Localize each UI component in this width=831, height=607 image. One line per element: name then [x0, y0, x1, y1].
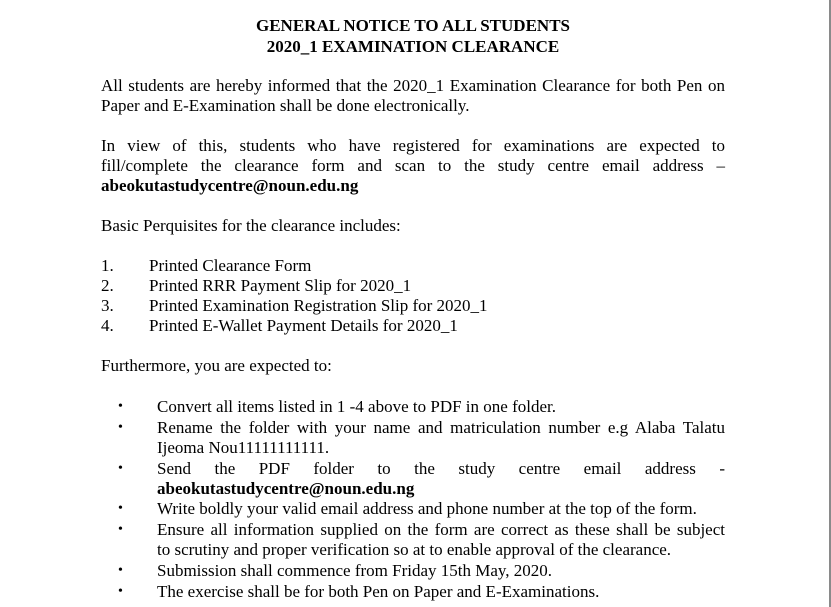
- list-item-text: Printed Clearance Form: [149, 256, 312, 275]
- view-line-2: fill/complete the clearance form and scan to the study centre email address –: [101, 156, 725, 175]
- bullet-text: Ensure all information supplied on the form are correct as these shall be subject: [157, 520, 725, 539]
- intro-line-2: Paper and E-Examination shall be done electronically.: [101, 96, 470, 115]
- bullet-text: Send the PDF folder to the study centre email address -: [157, 459, 725, 478]
- list-item: [101, 296, 725, 316]
- list-item-text: Printed RRR Payment Slip for 2020_1: [149, 276, 412, 295]
- bullet-icon: •: [118, 461, 123, 476]
- list-item: [101, 276, 725, 296]
- view-paragraph: [101, 136, 725, 196]
- list-item-number: 3.: [101, 296, 114, 315]
- bullet-text: Convert all items listed in 1 -4 above to PDF in one folder.: [157, 397, 556, 416]
- list-item-text: Printed Examination Registration Slip for 2020_1: [149, 296, 488, 315]
- bullet-text: Ijeoma Nou11111111111.: [157, 438, 330, 457]
- bullet-text: Submission shall commence from Friday 15th May, 2020.: [157, 561, 553, 580]
- notice-title: GENERAL NOTICE TO ALL STUDENTS: [256, 16, 570, 35]
- notice-subtitle: 2020_1 EXAMINATION CLEARANCE: [266, 37, 560, 56]
- bullet-icon: •: [118, 420, 123, 435]
- bullet-icon: •: [118, 522, 123, 537]
- intro-paragraph: [101, 76, 725, 116]
- intro-line-1: All students are hereby informed that the 2020_1 Examination Clearance for both Pen on: [101, 76, 725, 95]
- bullet-icon: •: [118, 563, 123, 578]
- list-item-number: 2.: [101, 276, 114, 295]
- list-item: [101, 256, 725, 276]
- view-line-1: In view of this, students who have registered for examinations are expected to: [101, 136, 725, 155]
- list-item-number: 1.: [101, 256, 114, 275]
- bullet-text: The exercise shall be for both Pen on Paper and E-Examinations.: [157, 582, 600, 601]
- bullet-icon: •: [118, 584, 123, 599]
- furthermore-heading: Furthermore, you are expected to:: [101, 356, 332, 375]
- bullet-icon: •: [118, 399, 123, 414]
- bullet-text: to scrutiny and proper verification so at to enable approval of the clearance.: [157, 540, 672, 559]
- basic-heading: Basic Perquisites for the clearance includes:: [101, 216, 401, 235]
- list-item-text: Printed E-Wallet Payment Details for 2020_1: [149, 316, 458, 335]
- study-centre-email: abeokutastudycentre@noun.edu.ng: [101, 176, 359, 195]
- study-centre-email: abeokutastudycentre@noun.edu.ng: [157, 479, 415, 498]
- bullet-icon: •: [118, 501, 123, 516]
- list-item: [101, 316, 725, 336]
- bullet-text: Rename the folder with your name and matriculation number e.g Alaba Talatu: [157, 418, 725, 437]
- bullet-text: Write boldly your valid email address and phone number at the top of the form.: [157, 499, 697, 518]
- list-item-number: 4.: [101, 316, 114, 335]
